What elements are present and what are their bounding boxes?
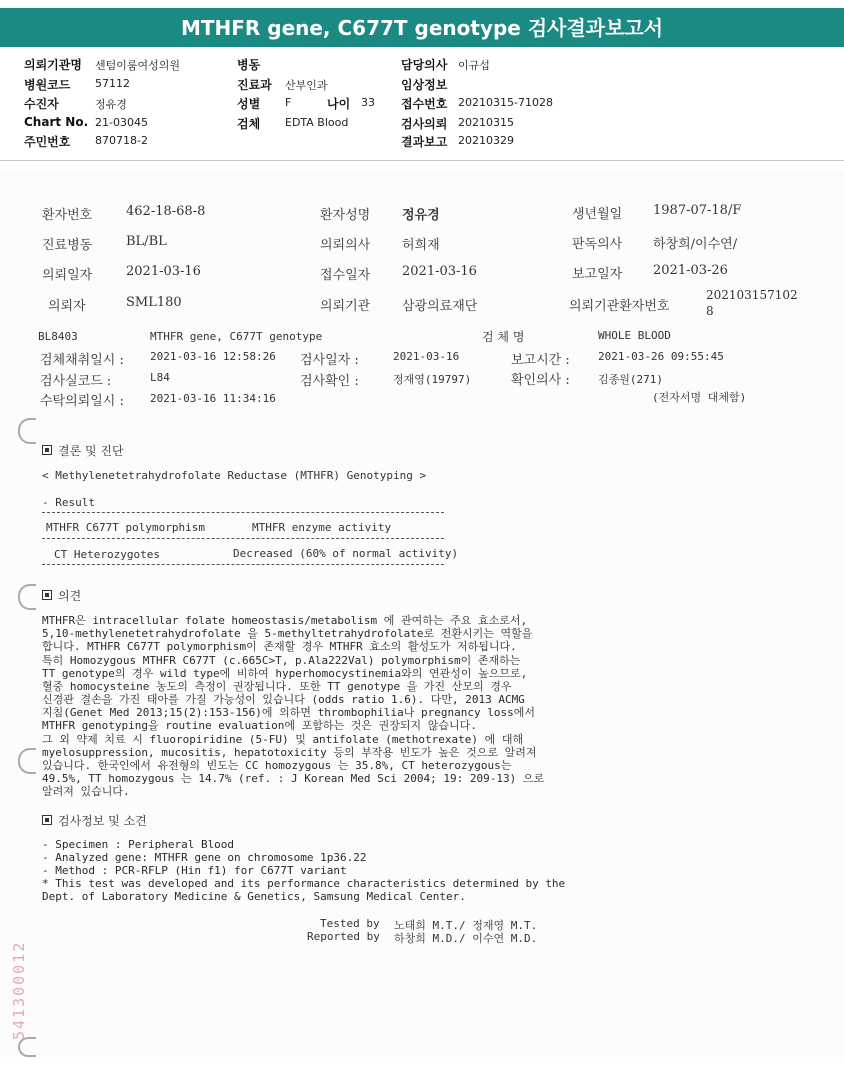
opinion-line: 있습니다. 한국인에서 유전형의 빈도는 CC homozygous 는 35.8%, CT heterozygous는 bbox=[42, 759, 512, 772]
patient-label: 의뢰자 bbox=[48, 299, 86, 314]
punch-hole-mark bbox=[18, 748, 36, 774]
opinion-line: 특히 Homozygous MTHFR C677T (c.665C>T, p.Ala222Val) polymorphism이 존재하는 bbox=[42, 654, 521, 667]
patient-value: 정유경 bbox=[402, 208, 440, 223]
room-value: L84 bbox=[150, 371, 170, 384]
report-title: MTHFR gene, C677T genotype 검사결과보고서 bbox=[0, 8, 844, 47]
patient-value: 8 bbox=[706, 304, 714, 318]
header-value: 870718-2 bbox=[95, 134, 148, 147]
info-line: - Specimen : Peripheral Blood bbox=[42, 838, 235, 851]
patient-label: 진료병동 bbox=[42, 238, 93, 253]
received-label: 수탁의뢰일시 : bbox=[40, 394, 124, 409]
header-value: F bbox=[285, 96, 292, 109]
opinion-line: 5,10-methylenetetrahydrofolate 을 5-methyltetrahydrofolate로 전환시키는 역할을 bbox=[42, 627, 533, 640]
divider bbox=[42, 512, 444, 513]
verify-value: 김종원(271) bbox=[598, 373, 663, 386]
patient-label: 생년월일 bbox=[572, 207, 623, 222]
divider bbox=[42, 538, 444, 539]
barcode-number: 541300012 bbox=[10, 940, 28, 1040]
header-value: 20210329 bbox=[458, 134, 514, 147]
opinion-line: MTHFR genotyping을 routine evaluation에 포함하는 것은 권장되지 않습니다. bbox=[42, 719, 477, 732]
opinion-title: 의견 bbox=[58, 589, 82, 603]
result-col2-header: MTHFR enzyme activity bbox=[252, 521, 392, 534]
header-value: 20210315 bbox=[458, 116, 514, 129]
header-label: 성별 bbox=[237, 97, 261, 111]
header-label: 병원코드 bbox=[24, 78, 71, 92]
testdate-value: 2021-03-16 bbox=[393, 350, 460, 363]
header-value: 33 bbox=[361, 96, 375, 109]
verify-label: 확인의사 : bbox=[511, 373, 570, 388]
header-value: 산부인과 bbox=[285, 79, 328, 92]
patient-value: 허희재 bbox=[402, 238, 440, 253]
patient-label: 보고일자 bbox=[572, 267, 623, 282]
header-label: 나이 bbox=[327, 97, 351, 111]
collect-value: 2021-03-16 12:58:26 bbox=[150, 350, 276, 363]
patient-value: 2021-03-16 bbox=[126, 264, 201, 279]
header-label: 검사의뢰 bbox=[401, 117, 448, 131]
patient-value: 1987-07-18/F bbox=[653, 203, 742, 218]
info-line: - Method : PCR-RFLP (Hin f1) for C677T variant bbox=[42, 864, 347, 877]
header-value: 정유경 bbox=[95, 98, 127, 111]
reported-by-value: 하창희 M.D./ 이수연 M.D. bbox=[394, 932, 538, 945]
opinion-line: 49.5%, TT homozygous 는 14.7% (ref. : J Korean Med Sci 2004; 19: 209-13) 으로 bbox=[42, 772, 545, 785]
patient-label: 의뢰일자 bbox=[42, 268, 93, 283]
header-label: 주민번호 bbox=[24, 135, 71, 149]
specimen-label: 검 체 명 bbox=[482, 330, 525, 344]
header-value: EDTA Blood bbox=[285, 116, 349, 129]
header-label: 검체 bbox=[237, 117, 261, 131]
patient-value: 202103157102 bbox=[706, 288, 798, 302]
opinion-line: MTHFR은 intracellular folate homeostasis/metabolism 에 관여하는 주요 효소로서, bbox=[42, 614, 528, 627]
header-value: 이규섭 bbox=[458, 59, 490, 72]
header-value: 센텀이룸여성의원 bbox=[95, 59, 181, 72]
tested-by-label: Tested by bbox=[320, 917, 380, 930]
conclusion-title: 결론 및 진단 bbox=[58, 444, 124, 458]
report-time-value: 2021-03-26 09:55:45 bbox=[598, 350, 724, 363]
header-label: Chart No. bbox=[24, 115, 89, 129]
opinion-line: TT genotype의 경우 wild type에 비하여 hyperhomocystinemia와의 연관성이 높으므로, bbox=[42, 667, 528, 680]
test-name: MTHFR gene, C677T genotype bbox=[150, 330, 323, 343]
header-label: 의뢰기관명 bbox=[24, 58, 82, 72]
conclusion-heading bbox=[42, 442, 124, 459]
collect-label: 검체채취일시 : bbox=[40, 353, 124, 368]
header-label: 담당의사 bbox=[401, 58, 448, 72]
punch-hole-mark bbox=[18, 584, 36, 610]
reported-by-label: Reported by bbox=[307, 930, 380, 943]
patient-value: 2021-03-26 bbox=[653, 263, 728, 278]
patient-label: 판독의사 bbox=[572, 237, 623, 252]
result-col2-value: Decreased (60% of normal activity) bbox=[233, 547, 459, 560]
opinion-line: 혈중 homocysteine 농도의 측정이 권장됩니다. 또한 TT genotype 을 가진 산모의 경우 bbox=[42, 680, 512, 693]
punch-hole-mark bbox=[18, 418, 36, 444]
report-header bbox=[0, 48, 844, 161]
tested-by-value: 노태희 M.T./ 정재영 M.T. bbox=[394, 919, 538, 932]
patient-value: 462-18-68-8 bbox=[126, 204, 206, 219]
punch-hole-mark bbox=[18, 1037, 36, 1057]
patient-label: 의뢰기관 bbox=[320, 299, 371, 314]
room-label: 검사실코드 : bbox=[40, 374, 112, 389]
info-line: * This test was developed and its performance characteristics determined by the bbox=[42, 877, 566, 890]
opinion-line: 신경관 결손을 가진 태아를 가질 가능성이 있습니다 (odds ratio 1.6). 다만, 2013 ACMG bbox=[42, 693, 525, 706]
patient-label: 환자성명 bbox=[320, 208, 371, 223]
opinion-line: 알려져 있습니다. bbox=[42, 785, 130, 798]
divider bbox=[42, 564, 444, 565]
patient-value: 2021-03-16 bbox=[402, 264, 477, 279]
test-info-heading bbox=[42, 812, 147, 829]
patient-value: SML180 bbox=[126, 295, 182, 310]
info-line: - Analyzed gene: MTHFR gene on chromosome 1p36.22 bbox=[42, 851, 367, 864]
patient-label: 환자번호 bbox=[42, 208, 93, 223]
received-value: 2021-03-16 11:34:16 bbox=[150, 392, 276, 405]
header-label: 임상정보 bbox=[401, 78, 448, 92]
opinion-line: 합니다. MTHFR C677T polymorphism이 존재할 경우 MTHFR 효소의 활성도가 저하됩니다. bbox=[42, 640, 517, 653]
testdate-label: 검사일자 : bbox=[300, 353, 359, 368]
patient-label: 접수일자 bbox=[320, 268, 371, 283]
opinion-line: 그 외 약제 치료 시 fluoropiridine (5-FU) 및 antifolate (methotrexate) 에 대해 bbox=[42, 733, 524, 746]
report-time-label: 보고시간 : bbox=[511, 353, 570, 368]
test-code: BL8403 bbox=[38, 330, 78, 343]
header-value: 20210315-71028 bbox=[458, 96, 553, 109]
patient-value: BL/BL bbox=[126, 234, 167, 249]
confirm-label: 검사확인 : bbox=[300, 374, 359, 389]
header-label: 진료과 bbox=[237, 78, 272, 92]
result-col1-value: CT Heterozygotes bbox=[54, 548, 160, 561]
opinion-heading bbox=[42, 587, 81, 604]
header-value: 57112 bbox=[95, 77, 130, 90]
specimen-value: WHOLE BLOOD bbox=[598, 329, 671, 342]
patient-value: 삼광의료재단 bbox=[402, 299, 478, 314]
patient-label: 의뢰의사 bbox=[320, 238, 371, 253]
header-value: 21-03045 bbox=[95, 116, 148, 129]
info-line: Dept. of Laboratory Medicine & Genetics, Samsung Medical Center. bbox=[42, 890, 466, 903]
result-label: - Result bbox=[42, 496, 95, 509]
header-label: 병동 bbox=[237, 58, 261, 72]
esign-note: (전자서명 대체함) bbox=[652, 391, 747, 404]
patient-value: 하창희/이수연/ bbox=[653, 237, 738, 252]
header-label: 결과보고 bbox=[401, 135, 448, 149]
confirm-value: 정재영(19797) bbox=[393, 373, 472, 386]
checkbox-icon bbox=[42, 445, 52, 455]
header-label: 수진자 bbox=[24, 97, 59, 111]
checkbox-icon bbox=[42, 815, 52, 825]
result-col1-header: MTHFR C677T polymorphism bbox=[46, 521, 205, 534]
result-subtitle: < Methylenetetrahydrofolate Reductase (MTHFR) Genotyping > bbox=[42, 469, 427, 482]
opinion-line: 지침(Genet Med 2013;15(2):153-156)에 의하면 thrombophilia나 pregnancy loss에서 bbox=[42, 706, 535, 719]
test-info-title: 검사정보 및 소견 bbox=[58, 814, 147, 828]
patient-label: 의뢰기관환자번호 bbox=[569, 299, 670, 314]
header-label: 접수번호 bbox=[401, 97, 448, 111]
checkbox-icon bbox=[42, 590, 52, 600]
opinion-line: myelosuppression, mucositis, hepatotoxicity 등의 부작용 빈도가 높은 것으로 알려져 bbox=[42, 746, 537, 759]
